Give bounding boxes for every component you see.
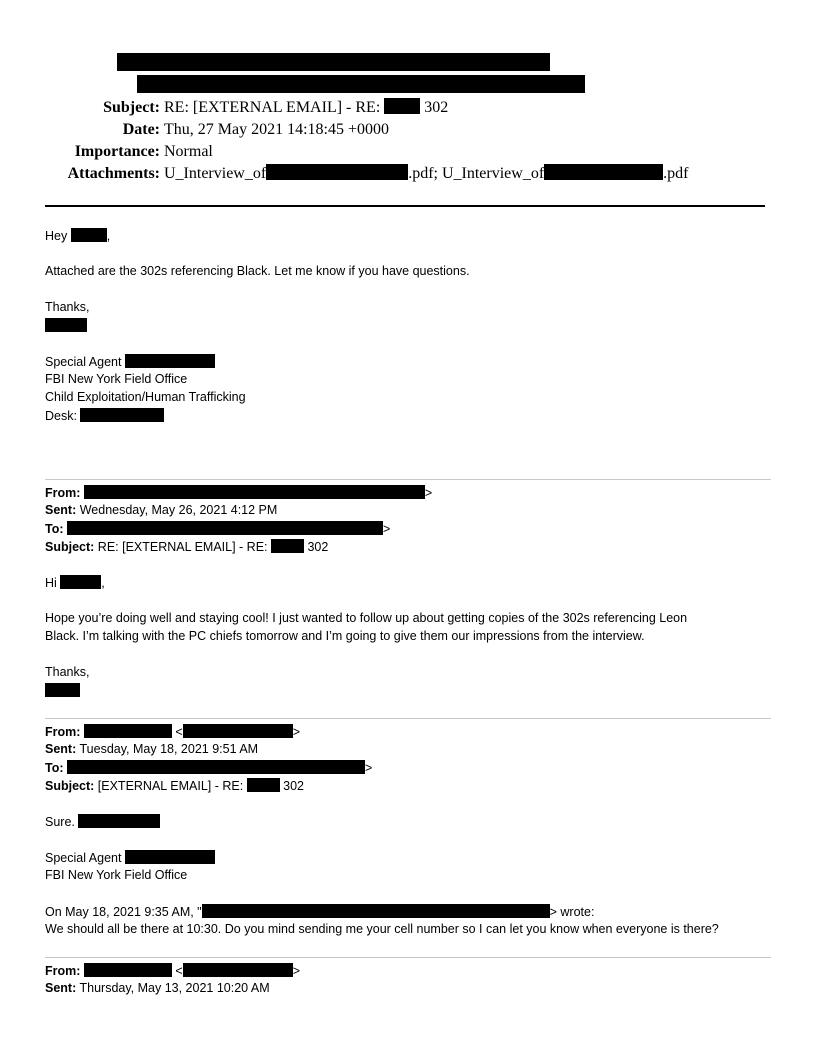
message-divider bbox=[45, 479, 771, 480]
redaction bbox=[84, 485, 425, 499]
msg1-sig-unit: Child Exploitation/Human Trafficking bbox=[45, 390, 246, 404]
msg3-subject: Subject: [EXTERNAL EMAIL] - RE: 302 bbox=[45, 779, 305, 793]
redaction bbox=[544, 164, 663, 180]
header-subject-suffix: 302 bbox=[420, 99, 449, 116]
msg2-body-line1: Hope you’re doing well and staying cool! I just wanted to follow up about getting copies of the 302s referencing Leon bbox=[45, 611, 688, 625]
header-date-label: Date: bbox=[122, 121, 160, 138]
msg2-to: To: > bbox=[45, 522, 391, 536]
msg3-sig-office: FBI New York Field Office bbox=[45, 868, 188, 882]
attachment-1-prefix[interactable]: U_Interview_of bbox=[164, 165, 267, 182]
message-divider bbox=[45, 718, 771, 719]
msg2-closing: Thanks, bbox=[45, 665, 90, 679]
header-date-value: Thu, 27 May 2021 14:18:45 +0000 bbox=[164, 121, 390, 138]
redacted-signature-name bbox=[45, 318, 87, 332]
header-attachments-label: Attachments: bbox=[67, 165, 160, 182]
redaction bbox=[84, 724, 172, 738]
msg2-sent: Sent: Wednesday, May 26, 2021 4:12 PM bbox=[45, 503, 278, 517]
msg2-subject: Subject: RE: [EXTERNAL EMAIL] - RE: 302 bbox=[45, 540, 329, 554]
redacted-to-line bbox=[137, 75, 585, 93]
attachment-1-suffix[interactable]: .pdf; bbox=[408, 165, 442, 182]
redaction bbox=[271, 539, 304, 553]
message-divider bbox=[45, 957, 771, 958]
redaction bbox=[125, 354, 215, 368]
redaction bbox=[71, 228, 107, 242]
redaction bbox=[78, 814, 160, 828]
msg3-quote-body: We should all be there at 10:30. Do you mind sending me your cell number so I can let you know when everyone is there? bbox=[45, 922, 719, 936]
msg1-body: Attached are the 302s referencing Black. Let me know if you have questions. bbox=[45, 264, 470, 278]
msg3-quote-intro: On May 18, 2021 9:35 AM, " > wrote: bbox=[45, 905, 595, 919]
redaction bbox=[125, 850, 215, 864]
msg4-from: From: < > bbox=[45, 964, 300, 978]
redaction bbox=[60, 575, 101, 589]
header-importance-label: Importance: bbox=[74, 143, 160, 160]
msg1-greeting: Hey , bbox=[45, 229, 111, 243]
msg2-body-line2: Black. I’m talking with the PC chiefs tomorrow and I’m going to give them our impressions from the interview. bbox=[45, 629, 645, 643]
header-subject-label: Subject: bbox=[103, 99, 160, 116]
msg2-greeting: Hi , bbox=[45, 576, 105, 590]
redaction bbox=[183, 963, 293, 977]
header-importance-value: Normal bbox=[164, 143, 213, 160]
msg3-sig-title: Special Agent bbox=[45, 850, 215, 866]
redaction bbox=[247, 778, 280, 792]
msg3-body: Sure. bbox=[45, 814, 160, 830]
msg1-sig-office: FBI New York Field Office bbox=[45, 372, 188, 386]
msg1-closing: Thanks, bbox=[45, 300, 90, 314]
redaction bbox=[80, 408, 164, 422]
header-divider bbox=[45, 205, 765, 207]
msg3-to: To: > bbox=[45, 761, 373, 775]
redaction bbox=[266, 164, 408, 180]
msg1-sig-desk: Desk: bbox=[45, 408, 164, 424]
redacted-signature-name bbox=[45, 683, 80, 697]
msg2-from: From: > bbox=[45, 486, 433, 500]
msg4-sent: Sent: Thursday, May 13, 2021 10:20 AM bbox=[45, 981, 270, 995]
redaction bbox=[67, 760, 365, 774]
redaction bbox=[84, 963, 172, 977]
redaction bbox=[67, 521, 383, 535]
redaction bbox=[384, 98, 420, 114]
attachment-2-suffix[interactable]: .pdf bbox=[663, 165, 689, 182]
redaction bbox=[202, 904, 550, 918]
msg1-sig-title: Special Agent bbox=[45, 354, 215, 370]
msg3-from: From: < > bbox=[45, 725, 300, 739]
redaction bbox=[183, 724, 293, 738]
attachment-2-prefix[interactable]: U_Interview_of bbox=[441, 165, 545, 182]
header-subject-prefix: RE: [EXTERNAL EMAIL] - RE: bbox=[164, 99, 385, 116]
msg3-sent: Sent: Tuesday, May 18, 2021 9:51 AM bbox=[45, 742, 259, 756]
redacted-from-line bbox=[117, 53, 550, 71]
